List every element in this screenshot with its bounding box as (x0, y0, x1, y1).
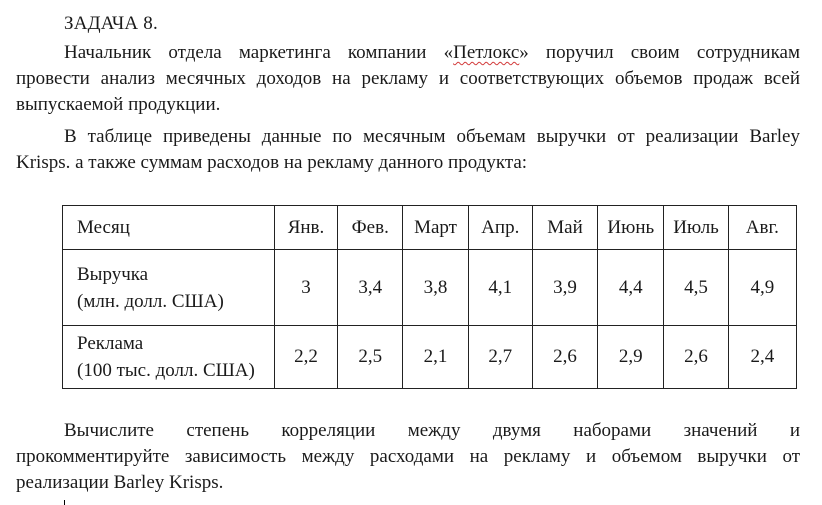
intro-line-2: провести анализ месячных доходов на рекламу и соответствующих объемов продаж всей (16, 68, 800, 89)
advertising-value-cell: 2,5 (338, 326, 403, 389)
intro-line-1 (16, 40, 800, 66)
text-cursor-mark (64, 500, 65, 505)
month-cell: Апр. (468, 206, 532, 250)
table-header-row (63, 206, 797, 250)
revenue-value-cell: 4,1 (468, 250, 532, 326)
revenue-label-cell (63, 250, 275, 326)
revenue-unit: (млн. долл. США) (77, 290, 224, 312)
header-label-cell: Месяц (63, 206, 275, 250)
advertising-value-cell: 2,6 (664, 326, 728, 389)
revenue-value-cell: 3,9 (532, 250, 597, 326)
question-paragraph (16, 418, 800, 496)
revenue-row (63, 250, 797, 326)
month-cell: Фев. (338, 206, 403, 250)
table-intro-paragraph (16, 124, 800, 176)
intro-text-after: » поручил своим сотрудникам (519, 42, 800, 63)
advertising-value-cell: 2,2 (274, 326, 337, 389)
month-cell: Май (532, 206, 597, 250)
month-cell: Янв. (274, 206, 337, 250)
revenue-value-cell: 4,9 (728, 250, 796, 326)
table-intro-line-2: Krisps. а также суммам расходов на рекламу данного продукта: (16, 152, 528, 173)
month-cell: Июль (664, 206, 728, 250)
advertising-value-cell: 2,4 (728, 326, 796, 389)
advertising-value-cell: 2,9 (598, 326, 664, 389)
month-cell: Авг. (728, 206, 796, 250)
advertising-label-cell (63, 326, 275, 389)
advertising-value-cell: 2,1 (403, 326, 468, 389)
advertising-value-cell: 2,6 (532, 326, 597, 389)
question-line-2: прокомментируйте зависимость между расходами на рекламу и объемом выручки от (16, 446, 800, 467)
intro-text-before: Начальник отдела маркетинга компании « (64, 42, 454, 63)
company-name: Петлокс (453, 42, 520, 63)
advertising-label: Реклама (77, 333, 144, 354)
revenue-value-cell: 3,4 (338, 250, 403, 326)
data-table (62, 205, 797, 389)
revenue-value-cell: 4,4 (598, 250, 664, 326)
month-cell: Июнь (598, 206, 664, 250)
advertising-value-cell: 2,7 (468, 326, 532, 389)
table-intro-line-1: В таблице приведены данные по месячным объемам выручки от реализации Barley (64, 126, 800, 147)
revenue-value-cell: 3,8 (403, 250, 468, 326)
question-line-3: реализации Barley Krisps. (16, 472, 224, 493)
intro-line-3: выпускаемой продукции. (16, 94, 221, 115)
intro-paragraph (16, 40, 800, 118)
advertising-row (63, 326, 797, 389)
revenue-value-cell: 3 (274, 250, 337, 326)
task-heading: ЗАДАЧА 8. (64, 13, 158, 34)
revenue-label: Выручка (77, 263, 149, 285)
advertising-unit: (100 тыс. долл. США) (77, 360, 255, 381)
question-line-1: Вычислите степень корреляции между двумя наборами значений и (64, 420, 800, 441)
month-cell: Март (403, 206, 468, 250)
revenue-value-cell: 4,5 (664, 250, 728, 326)
